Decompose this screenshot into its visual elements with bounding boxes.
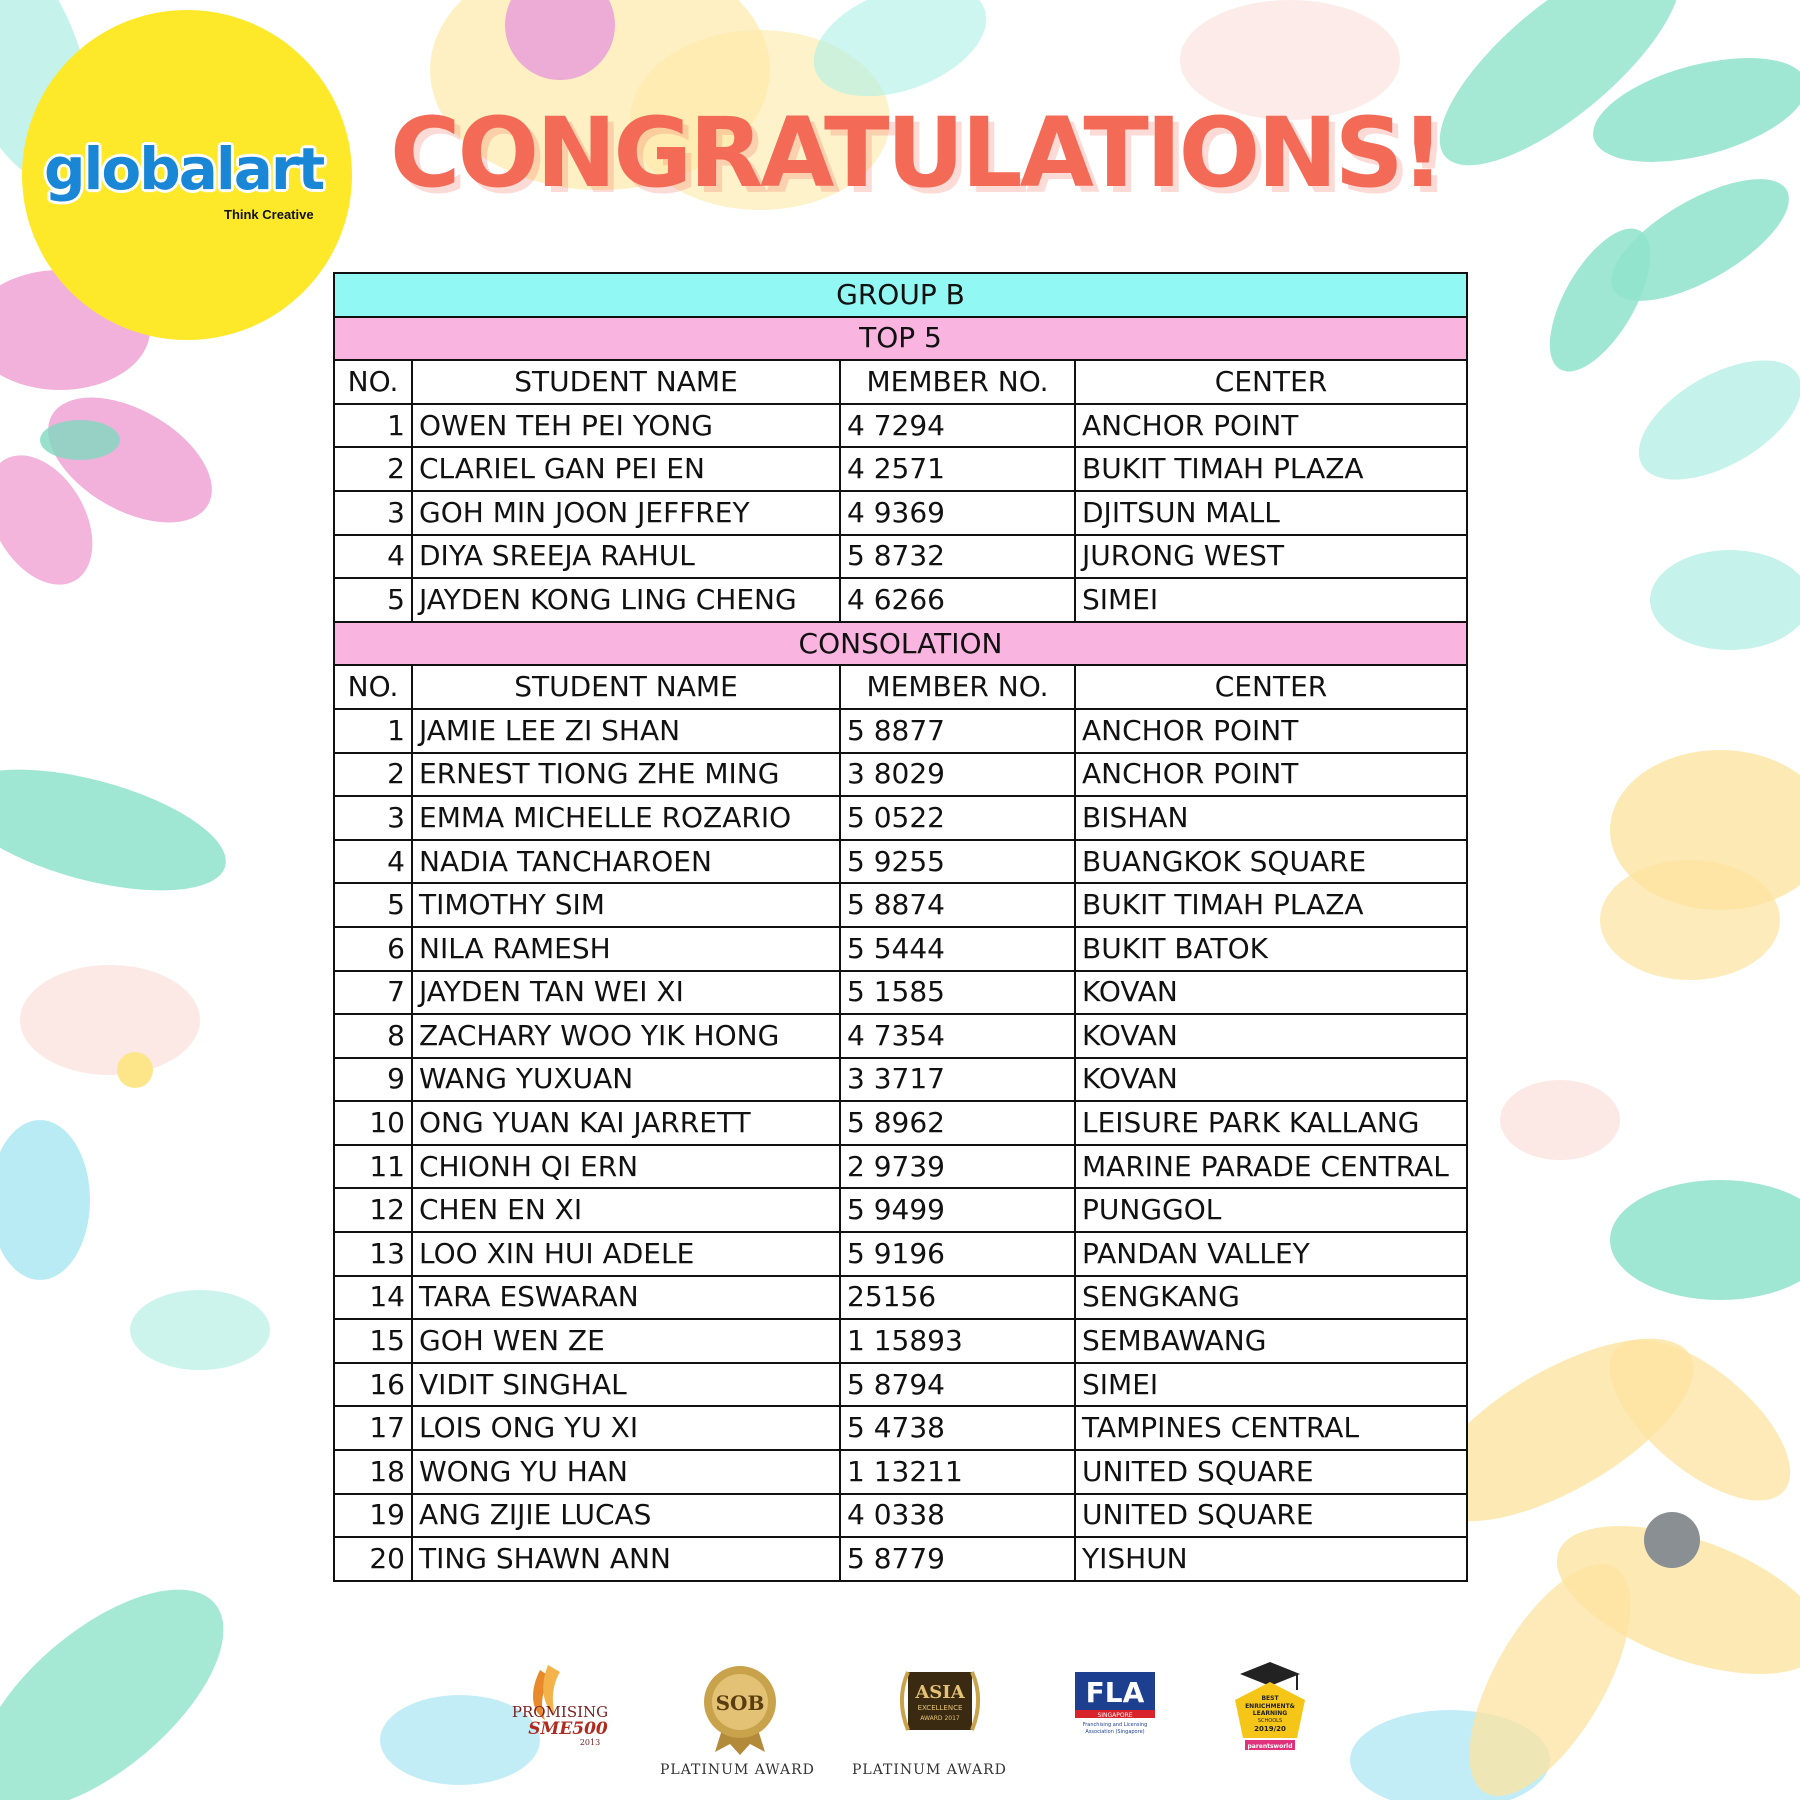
sme-logo-text-1: PROMISING [511, 1703, 609, 1721]
award-caption: PLATINUM AWARD [852, 1762, 1007, 1778]
asia-logo-text-2: EXCELLENCE [917, 1704, 963, 1712]
flower-center-decoration [117, 1052, 153, 1088]
table-row [334, 1319, 1467, 1363]
column-header: MEMBER NO. [840, 665, 1075, 709]
headline: CONGRATULATIONS! [390, 97, 1442, 209]
table-row [334, 1363, 1467, 1407]
cell-no: 16 [334, 1363, 412, 1407]
cell-no: 6 [334, 927, 412, 971]
cell-name: NILA RAMESH [412, 927, 840, 971]
logo-tagline: Think Creative [224, 207, 314, 222]
cell-name: JAYDEN TAN WEI XI [412, 971, 840, 1015]
cell-member: 4 9369 [840, 491, 1075, 535]
table-row [334, 491, 1467, 535]
cell-no: 2 [334, 753, 412, 797]
cell-no: 2 [334, 447, 412, 491]
asia-excellence-badge [852, 1660, 1007, 1778]
cell-member: 5 9499 [840, 1188, 1075, 1232]
cell-member: 5 8732 [840, 535, 1075, 579]
cell-name: JAMIE LEE ZI SHAN [412, 709, 840, 753]
cell-center: JURONG WEST [1075, 535, 1467, 579]
section-title: CONSOLATION [334, 622, 1467, 666]
table-row [334, 1014, 1467, 1058]
cell-no: 5 [334, 883, 412, 927]
sme-logo-text-2: SME500 [528, 1719, 608, 1739]
cell-member: 5 8874 [840, 883, 1075, 927]
cell-name: ERNEST TIONG ZHE MING [412, 753, 840, 797]
cell-member: 5 4738 [840, 1406, 1075, 1450]
cell-member: 5 8962 [840, 1101, 1075, 1145]
cell-no: 18 [334, 1450, 412, 1494]
cell-name: TIMOTHY SIM [412, 883, 840, 927]
sob-logo-text: SOB [715, 1691, 765, 1715]
cell-name: LOIS ONG YU XI [412, 1406, 840, 1450]
cell-member: 3 8029 [840, 753, 1075, 797]
leaf-decoration [130, 1290, 270, 1370]
cell-name: GOH WEN ZE [412, 1319, 840, 1363]
table-row [334, 404, 1467, 448]
cell-no: 7 [334, 971, 412, 1015]
table-row [334, 971, 1467, 1015]
group-header-row [334, 273, 1467, 317]
flower-center-decoration [1644, 1512, 1700, 1568]
table-row [334, 927, 1467, 971]
leaf-decoration [1620, 336, 1800, 504]
asia-logo-text-1: ASIA [915, 1682, 965, 1703]
cell-center: BUKIT BATOK [1075, 927, 1467, 971]
cell-no: 4 [334, 840, 412, 884]
column-header: CENTER [1075, 665, 1467, 709]
cell-center: PUNGGOL [1075, 1188, 1467, 1232]
cell-member: 5 1585 [840, 971, 1075, 1015]
leaf-decoration [1650, 550, 1800, 650]
table-row [334, 796, 1467, 840]
table-row [334, 1232, 1467, 1276]
cell-center: TAMPINES CENTRAL [1075, 1406, 1467, 1450]
cell-center: BUKIT TIMAH PLAZA [1075, 447, 1467, 491]
column-header: STUDENT NAME [412, 360, 840, 404]
leaf-decoration [0, 1120, 90, 1280]
cell-no: 3 [334, 491, 412, 535]
cell-member: 2 9739 [840, 1145, 1075, 1189]
leaf-decoration [1610, 1180, 1800, 1300]
leaf-decoration [40, 420, 120, 460]
cell-center: KOVAN [1075, 1014, 1467, 1058]
best-logo-text-5: 2019/20 [1254, 1725, 1286, 1733]
results-table [333, 272, 1468, 1582]
column-header: NO. [334, 360, 412, 404]
column-header: MEMBER NO. [840, 360, 1075, 404]
table-row [334, 578, 1467, 622]
cell-member: 5 8794 [840, 1363, 1075, 1407]
cell-name: ANG ZIJIE LUCAS [412, 1494, 840, 1538]
column-header-row [334, 360, 1467, 404]
cell-no: 13 [334, 1232, 412, 1276]
cell-no: 12 [334, 1188, 412, 1232]
cell-no: 14 [334, 1276, 412, 1320]
cell-center: KOVAN [1075, 971, 1467, 1015]
cell-center: SEMBAWANG [1075, 1319, 1467, 1363]
cell-member: 4 2571 [840, 447, 1075, 491]
table-row [334, 1145, 1467, 1189]
award-logos [480, 1660, 1320, 1780]
cell-name: GOH MIN JOON JEFFREY [412, 491, 840, 535]
cell-member: 1 13211 [840, 1450, 1075, 1494]
leaf-decoration [0, 1550, 260, 1800]
asia-logo-text-3: AWARD 2017 [920, 1715, 960, 1722]
cell-member: 5 8779 [840, 1537, 1075, 1581]
best-logo-text-2: ENRICHMENT& [1245, 1703, 1295, 1710]
cell-name: LOO XIN HUI ADELE [412, 1232, 840, 1276]
cell-no: 20 [334, 1537, 412, 1581]
cell-center: ANCHOR POINT [1075, 709, 1467, 753]
cell-member: 4 7294 [840, 404, 1075, 448]
cell-center: BUKIT TIMAH PLAZA [1075, 883, 1467, 927]
table-row [334, 447, 1467, 491]
leaf-decoration [1500, 1080, 1620, 1160]
globalart-logo: globalart [44, 135, 324, 203]
column-header: STUDENT NAME [412, 665, 840, 709]
section-header-row [334, 317, 1467, 361]
section-header-row [334, 622, 1467, 666]
leaf-decoration [20, 965, 200, 1075]
table-row [334, 840, 1467, 884]
cell-name: VIDIT SINGHAL [412, 1363, 840, 1407]
cell-name: WANG YUXUAN [412, 1058, 840, 1102]
table-row [334, 1101, 1467, 1145]
cell-name: ONG YUAN KAI JARRETT [412, 1101, 840, 1145]
cell-name: ZACHARY WOO YIK HONG [412, 1014, 840, 1058]
cell-no: 11 [334, 1145, 412, 1189]
cell-center: UNITED SQUARE [1075, 1450, 1467, 1494]
cell-member: 5 8877 [840, 709, 1075, 753]
cell-name: CLARIEL GAN PEI EN [412, 447, 840, 491]
table-row [334, 1188, 1467, 1232]
cell-name: OWEN TEH PEI YONG [412, 404, 840, 448]
fla-logo-country: SINGAPORE [1097, 1712, 1133, 1719]
cell-name: DIYA SREEJA RAHUL [412, 535, 840, 579]
cell-no: 1 [334, 404, 412, 448]
best-logo-text-6: parentsworld [1247, 1743, 1293, 1750]
cell-center: ANCHOR POINT [1075, 753, 1467, 797]
cell-no: 8 [334, 1014, 412, 1058]
fla-singapore-logo [1065, 1660, 1165, 1744]
cell-member: 4 0338 [840, 1494, 1075, 1538]
leaf-decoration [0, 745, 238, 914]
table-row [334, 1058, 1467, 1102]
fla-logo-sub-1: Franchising and Licensing [1082, 1722, 1148, 1728]
sob-badge [660, 1660, 815, 1778]
cell-center: MARINE PARADE CENTRAL [1075, 1145, 1467, 1189]
cell-no: 3 [334, 796, 412, 840]
group-title: GROUP B [334, 273, 1467, 317]
table-row [334, 1406, 1467, 1450]
cell-member: 4 6266 [840, 578, 1075, 622]
cell-name: WONG YU HAN [412, 1450, 840, 1494]
cell-name: EMMA MICHELLE ROZARIO [412, 796, 840, 840]
cell-center: LEISURE PARK KALLANG [1075, 1101, 1467, 1145]
cell-center: SIMEI [1075, 578, 1467, 622]
best-logo-text-4: SCHOOLS [1257, 1718, 1283, 1724]
table-row [334, 1450, 1467, 1494]
cell-center: DJITSUN MALL [1075, 491, 1467, 535]
fla-logo-sub-2: Association (Singapore) [1085, 1729, 1145, 1735]
cell-member: 5 9255 [840, 840, 1075, 884]
column-header-row [334, 665, 1467, 709]
section-title: TOP 5 [334, 317, 1467, 361]
cell-no: 15 [334, 1319, 412, 1363]
cell-center: PANDAN VALLEY [1075, 1232, 1467, 1276]
cell-member: 5 9196 [840, 1232, 1075, 1276]
cell-name: TARA ESWARAN [412, 1276, 840, 1320]
cell-member: 25156 [840, 1276, 1075, 1320]
promising-sme500-logo [500, 1660, 620, 1754]
fla-logo-text: FLA [1085, 1676, 1145, 1709]
column-header: CENTER [1075, 360, 1467, 404]
petal-decoration [1600, 860, 1780, 980]
table-row [334, 1494, 1467, 1538]
column-header: NO. [334, 665, 412, 709]
cell-no: 19 [334, 1494, 412, 1538]
cell-center: KOVAN [1075, 1058, 1467, 1102]
cell-member: 3 3717 [840, 1058, 1075, 1102]
cell-center: SENGKANG [1075, 1276, 1467, 1320]
cell-center: SIMEI [1075, 1363, 1467, 1407]
cell-center: BUANGKOK SQUARE [1075, 840, 1467, 884]
cell-name: CHIONH QI ERN [412, 1145, 840, 1189]
cell-member: 5 5444 [840, 927, 1075, 971]
award-caption: PLATINUM AWARD [660, 1762, 815, 1778]
cell-member: 1 15893 [840, 1319, 1075, 1363]
cell-no: 9 [334, 1058, 412, 1102]
cell-no: 4 [334, 535, 412, 579]
cell-no: 10 [334, 1101, 412, 1145]
cell-member: 5 0522 [840, 796, 1075, 840]
cell-no: 1 [334, 709, 412, 753]
cell-name: TING SHAWN ANN [412, 1537, 840, 1581]
cell-center: BISHAN [1075, 796, 1467, 840]
cell-name: NADIA TANCHAROEN [412, 840, 840, 884]
cell-no: 5 [334, 578, 412, 622]
best-enrichment-badge [1220, 1660, 1320, 1759]
cell-name: CHEN EN XI [412, 1188, 840, 1232]
sme-logo-text-3: 2013 [579, 1738, 601, 1747]
table-row [334, 1276, 1467, 1320]
table-row [334, 535, 1467, 579]
cell-name: JAYDEN KONG LING CHENG [412, 578, 840, 622]
cell-no: 17 [334, 1406, 412, 1450]
table-row [334, 753, 1467, 797]
table-row [334, 709, 1467, 753]
cell-center: UNITED SQUARE [1075, 1494, 1467, 1538]
best-logo-text-3: LEARNING [1252, 1710, 1288, 1717]
cell-center: ANCHOR POINT [1075, 404, 1467, 448]
table-row [334, 883, 1467, 927]
best-logo-text-1: BEST [1261, 1695, 1279, 1702]
table-row [334, 1537, 1467, 1581]
cell-center: YISHUN [1075, 1537, 1467, 1581]
cell-member: 4 7354 [840, 1014, 1075, 1058]
